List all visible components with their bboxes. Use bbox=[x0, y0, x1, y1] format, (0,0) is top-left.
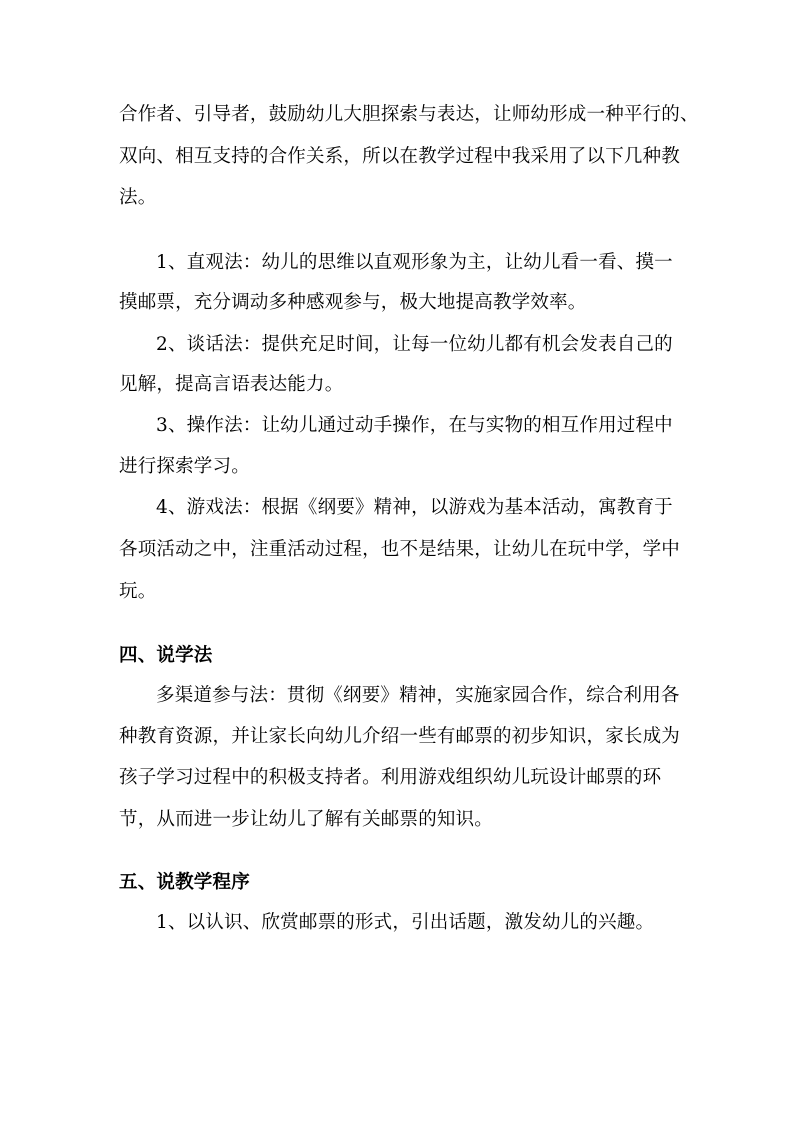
method-1-line-1: 1、直观法：幼儿的思维以直观形象为主，让幼儿看一看、摸一 bbox=[156, 252, 673, 273]
section-5-heading: 五、说教学程序 bbox=[119, 872, 250, 893]
method-2-line-2: 见解，提高言语表达能力。 bbox=[119, 374, 344, 395]
section-4-line-2: 种教育资源，并让家长向幼儿介绍一些有邮票的初步知识，家长成为 bbox=[119, 726, 681, 747]
method-4-line-3: 玩。 bbox=[119, 581, 157, 602]
section-5-line-1: 1、以认识、欣赏邮票的形式，引出话题，激发幼儿的兴趣。 bbox=[156, 912, 655, 933]
section-4-line-1: 多渠道参与法：贯彻《纲要》精神，实施家园合作，综合利用各 bbox=[156, 685, 680, 706]
section-4-line-3: 孩子学习过程中的积极支持者。利用游戏组织幼儿玩设计邮票的环 bbox=[119, 767, 662, 788]
method-2-line-1: 2、谈话法：提供充足时间，让每一位幼儿都有机会发表自己的 bbox=[156, 334, 673, 355]
method-4-line-2: 各项活动之中，注重活动过程，也不是结果，让幼儿在玩中学，学中 bbox=[119, 539, 681, 560]
method-4-line-1: 4、游戏法：根据《纲要》精神，以游戏为基本活动，寓教育于 bbox=[156, 497, 673, 518]
method-3-line-1: 3、操作法：让幼儿通过动手操作，在与实物的相互作用过程中 bbox=[156, 415, 673, 436]
intro-line-3: 法。 bbox=[119, 187, 157, 208]
method-3-line-2: 进行探索学习。 bbox=[119, 456, 250, 477]
section-4-line-4: 节，从而进一步让幼儿了解有关邮票的知识。 bbox=[119, 809, 494, 830]
intro-line-2: 双向、相互支持的合作关系，所以在教学过程中我采用了以下几种教 bbox=[119, 146, 681, 167]
method-1-line-2: 摸邮票，充分调动多种感观参与，极大地提高教学效率。 bbox=[119, 292, 587, 313]
intro-line-1: 合作者、引导者，鼓励幼儿大胆探索与表达，让师幼形成一种平行的、 bbox=[119, 104, 699, 125]
section-4-heading: 四、说学法 bbox=[119, 645, 213, 666]
